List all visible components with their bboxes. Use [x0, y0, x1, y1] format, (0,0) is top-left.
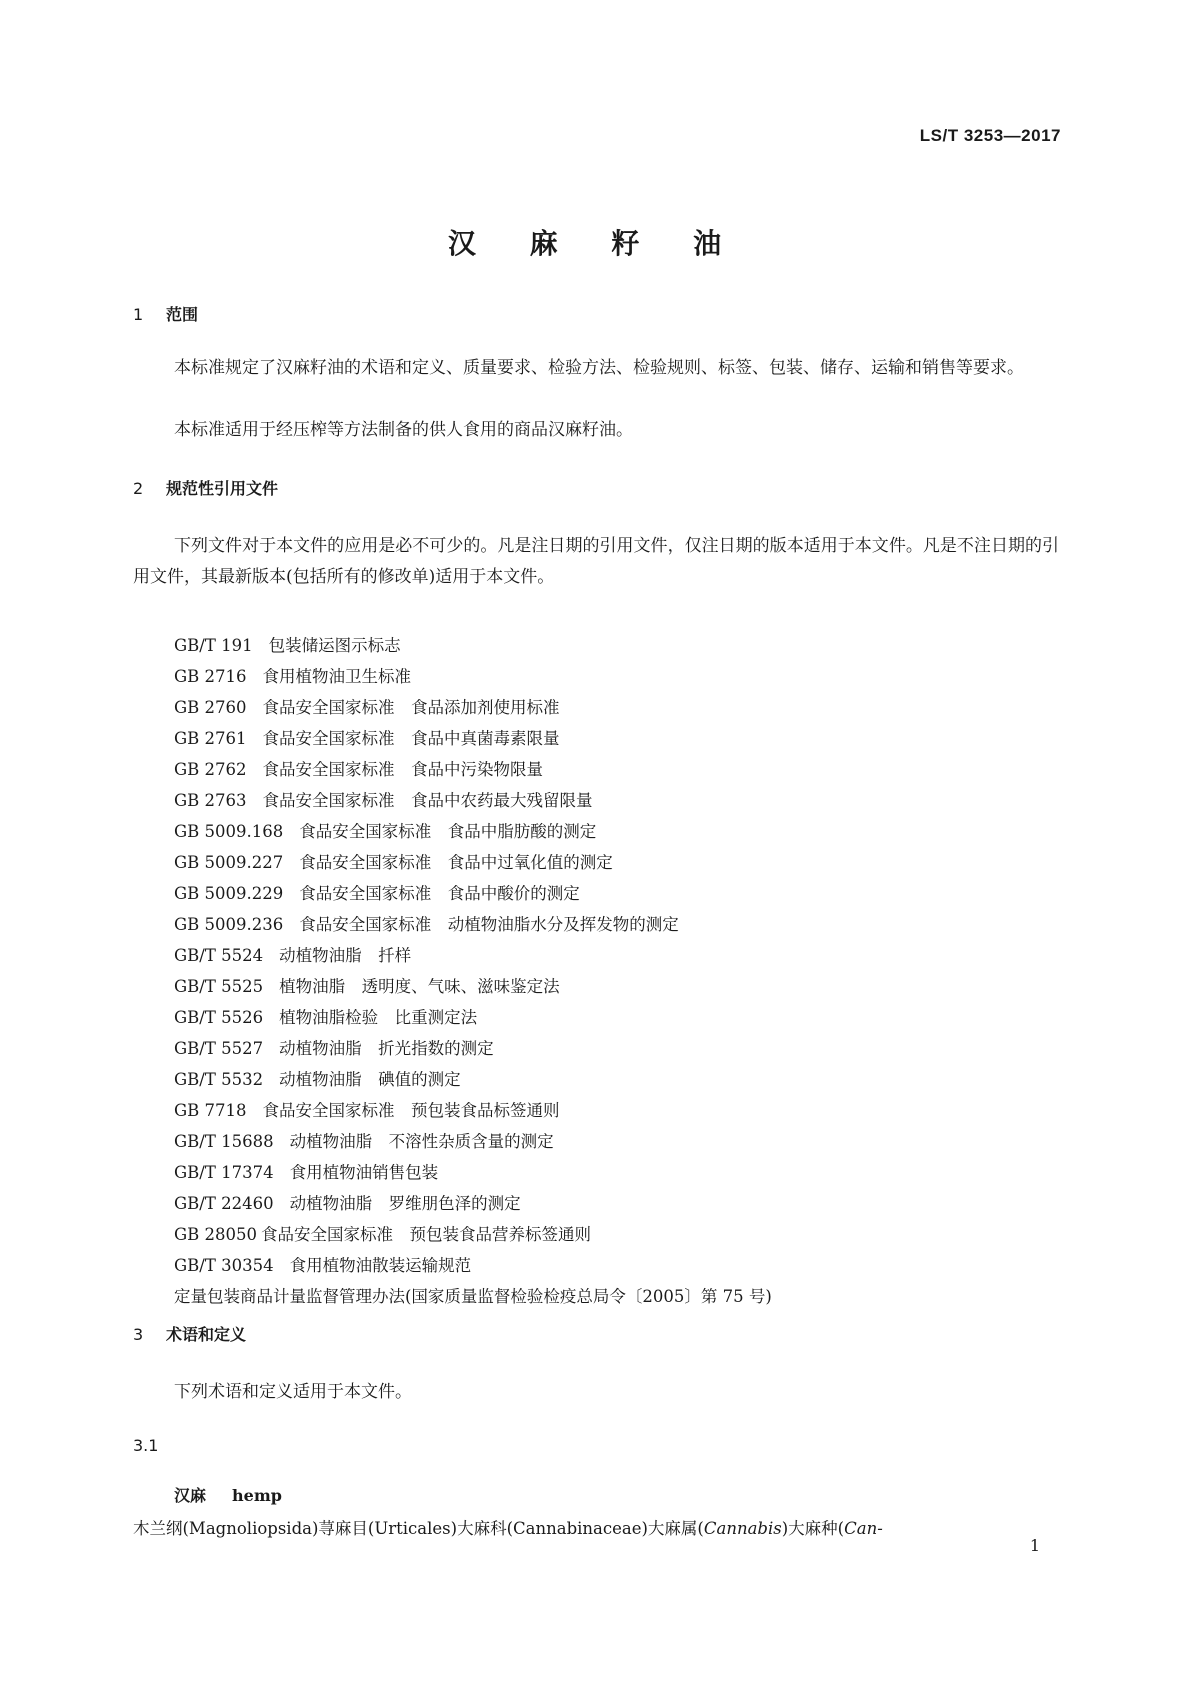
reference-code: GB/T 30354 — [174, 1256, 274, 1275]
list-item — [174, 1064, 772, 1095]
section-title: 术语和定义 — [166, 1325, 247, 1344]
list-item — [174, 630, 772, 661]
list-item — [174, 692, 772, 723]
reference-code: GB/T 5526 — [174, 1008, 264, 1027]
section-3-heading — [133, 1322, 246, 1345]
list-item — [174, 1157, 772, 1188]
list-item — [174, 754, 772, 785]
reference-title: 食品安全国家标准 动植物油脂水分及挥发物的测定 — [299, 915, 679, 934]
term-3-1-definition — [133, 1513, 1059, 1544]
reference-code: GB/T 5524 — [174, 946, 264, 965]
reference-title: 食品安全国家标准 食品中酸价的测定 — [299, 884, 580, 903]
reference-title: 包装储运图示标志 — [268, 636, 401, 655]
reference-code: GB 2761 — [174, 729, 247, 748]
list-item — [174, 785, 772, 816]
list-item — [174, 816, 772, 847]
term-number: 3.1 — [133, 1436, 159, 1455]
term-3-1-heading — [174, 1483, 282, 1506]
list-item — [174, 1188, 772, 1219]
reference-title: 食用植物油散装运输规范 — [289, 1256, 472, 1275]
term-english: hemp — [232, 1486, 282, 1505]
list-item — [174, 1095, 772, 1126]
reference-title: 食品安全国家标准 食品中过氧化值的测定 — [299, 853, 613, 872]
terms-intro: 下列术语和定义适用于本文件。 — [174, 1382, 412, 1402]
list-item — [174, 1002, 772, 1033]
section-title: 规范性引用文件 — [166, 479, 279, 498]
reference-code: GB 2716 — [174, 667, 247, 686]
reference-code: GB 5009.236 — [174, 915, 284, 934]
section-title: 范围 — [166, 305, 199, 324]
reference-title: 食品安全国家标准 食品中农药最大残留限量 — [262, 791, 593, 810]
reference-title: 动植物油脂 罗维朋色泽的测定 — [289, 1194, 521, 1213]
references-intro: 下列文件对于本文件的应用是必不可少的。凡是注日期的引用文件，仅注日期的版本适用于本文件。凡是不注日期的引用文件，其最新版本(包括所有的修改单)适用于本文件。 — [133, 536, 1059, 587]
scope-paragraph-1: 本标准规定了汉麻籽油的术语和定义、质量要求、检验方法、检验规则、标签、包装、储存、运输和销售等要求。 — [174, 358, 1024, 378]
reference-code: GB 28050 — [174, 1225, 258, 1244]
section-number: 2 — [133, 479, 144, 498]
reference-code: GB/T 17374 — [174, 1163, 274, 1182]
list-item — [174, 1281, 772, 1312]
list-item — [174, 1250, 772, 1281]
list-item — [174, 878, 772, 909]
list-item — [174, 971, 772, 1002]
reference-code: GB/T 5532 — [174, 1070, 264, 1089]
reference-title: 食品安全国家标准 预包装食品标签通则 — [262, 1101, 560, 1120]
reference-title: 定量包装商品计量监督管理办法(国家质量监督检验检疫总局令〔2005〕第 75 号) — [174, 1287, 772, 1306]
section-number: 1 — [133, 305, 144, 324]
list-item — [174, 847, 772, 878]
reference-code: GB 5009.168 — [174, 822, 284, 841]
reference-title: 食品安全国家标准 食品添加剂使用标准 — [262, 698, 560, 717]
species-name: Can- — [844, 1519, 883, 1538]
reference-code: GB/T 5525 — [174, 977, 264, 996]
document-title: 汉 麻 籽 油 — [447, 227, 744, 260]
page-number: 1 — [1029, 1536, 1040, 1555]
list-item — [174, 909, 772, 940]
reference-title: 植物油脂 透明度、气味、滋味鉴定法 — [279, 977, 560, 996]
section-number: 3 — [133, 1325, 144, 1344]
reference-title: 食品安全国家标准 预包装食品营养标签通则 — [261, 1225, 592, 1244]
list-item — [174, 661, 772, 692]
reference-code: GB 5009.229 — [174, 884, 284, 903]
reference-title: 食用植物油销售包装 — [289, 1163, 439, 1182]
list-item — [174, 1033, 772, 1064]
reference-code: GB 7718 — [174, 1101, 247, 1120]
reference-code: GB 5009.227 — [174, 853, 284, 872]
reference-code: GB/T 5527 — [174, 1039, 264, 1058]
reference-title: 动植物油脂 折光指数的测定 — [279, 1039, 494, 1058]
reference-code: GB 2762 — [174, 760, 247, 779]
list-item — [174, 1219, 772, 1250]
reference-code: GB/T 22460 — [174, 1194, 274, 1213]
reference-title: 动植物油脂 碘值的测定 — [279, 1070, 461, 1089]
term-3-1-number — [133, 1436, 158, 1455]
standard-code: LS/T 3253—2017 — [919, 126, 1061, 145]
reference-title: 植物油脂检验 比重测定法 — [279, 1008, 478, 1027]
definition-text: 木兰纲(Magnoliopsida)荨麻目(Urticales)大麻科(Cannabinaceae)大麻属( — [133, 1519, 704, 1538]
genus-name: Cannabis — [703, 1519, 782, 1538]
list-item — [174, 723, 772, 754]
section-2-heading — [133, 476, 278, 499]
reference-code: GB/T 191 — [174, 636, 253, 655]
reference-code: GB 2760 — [174, 698, 247, 717]
reference-list — [174, 630, 772, 1312]
reference-code: GB/T 15688 — [174, 1132, 274, 1151]
reference-title: 动植物油脂 不溶性杂质含量的测定 — [289, 1132, 554, 1151]
reference-code: GB 2763 — [174, 791, 247, 810]
term-chinese: 汉麻 — [174, 1486, 207, 1505]
section-1-heading — [133, 302, 198, 325]
scope-paragraph-2: 本标准适用于经压榨等方法制备的供人食用的商品汉麻籽油。 — [174, 420, 633, 440]
list-item — [174, 940, 772, 971]
reference-title: 食品安全国家标准 食品中真菌毒素限量 — [262, 729, 560, 748]
list-item — [174, 1126, 772, 1157]
definition-text: )大麻种( — [781, 1519, 845, 1538]
reference-title: 食用植物油卫生标准 — [262, 667, 412, 686]
reference-title: 动植物油脂 扦样 — [279, 946, 412, 965]
reference-title: 食品安全国家标准 食品中污染物限量 — [262, 760, 544, 779]
reference-title: 食品安全国家标准 食品中脂肪酸的测定 — [299, 822, 597, 841]
